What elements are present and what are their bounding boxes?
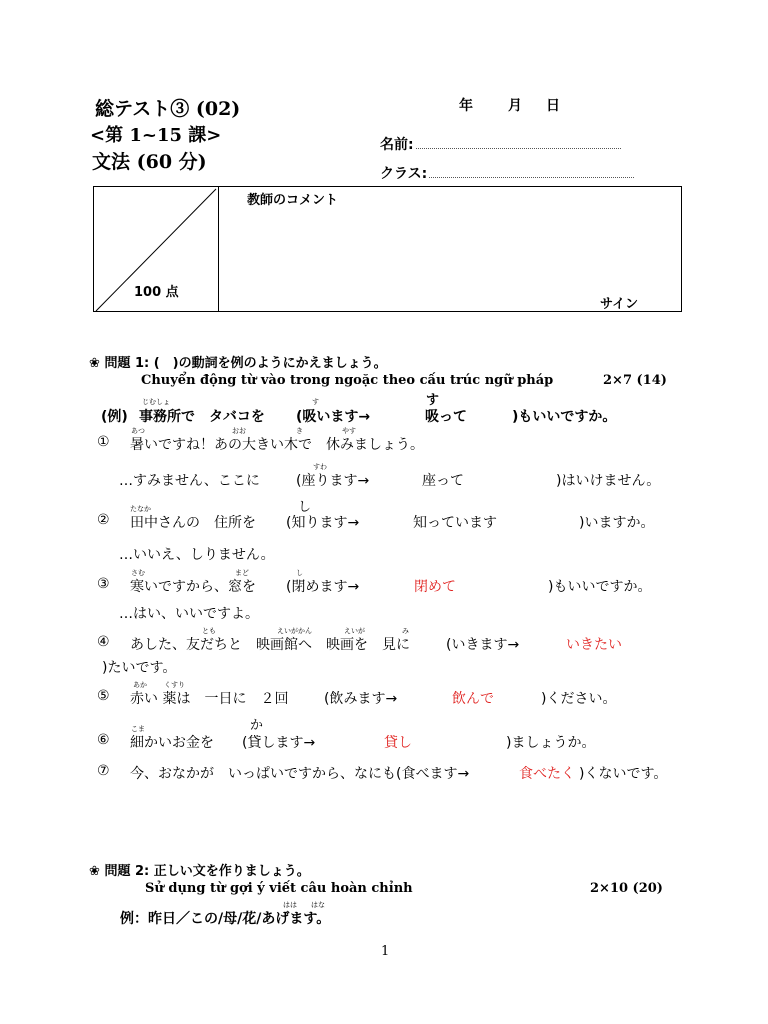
- year-label: 年: [459, 98, 473, 114]
- example-end: )もいいですか。: [512, 409, 617, 425]
- day-label: 日: [546, 98, 560, 114]
- item4-line2: )たいです。: [102, 660, 177, 676]
- item5-line1: 赤い 薬は 一日に ２回: [130, 691, 289, 707]
- example-ruby-su: す: [426, 393, 440, 408]
- item2-number: ②: [97, 512, 110, 528]
- item2-end: )いますか。: [579, 515, 655, 531]
- item4-ruby-2: えいがかん: [277, 627, 312, 635]
- item7-answer[interactable]: 食べたく: [519, 766, 575, 782]
- item4-ruby-4: み: [402, 627, 409, 635]
- section1-score: 2×7 (14): [603, 373, 667, 388]
- name-field[interactable]: [380, 134, 621, 154]
- example-ruby-sui: す: [312, 398, 319, 406]
- score-box: [93, 186, 682, 312]
- item4-verb: (いきます→: [446, 637, 520, 653]
- item3-verb: (閉めます→: [286, 579, 360, 595]
- item6-ruby-koma: こま: [131, 725, 145, 733]
- item7-line1: 今、おなかが いっぱいですから、なにも(食べます→: [130, 766, 470, 782]
- box-divider: [218, 187, 219, 311]
- lesson-range: <第 1~15 課>: [90, 125, 222, 146]
- item1-answer[interactable]: 座って: [422, 473, 464, 489]
- item5-verb: (飲みます→: [324, 691, 398, 707]
- item1-verb: (座ります→: [296, 473, 370, 489]
- teacher-comment-label: 教師のコメント: [247, 193, 339, 208]
- sign-label: サイン: [600, 297, 639, 312]
- item3-ruby-2: まど: [235, 569, 249, 577]
- item1-line1: 暑いですね！あの大きい木で 休みましょう。: [130, 437, 424, 453]
- item1-line2: …すみません、ここに: [119, 473, 260, 489]
- item6-end: )ましょうか。: [506, 735, 596, 751]
- section1-instruction: Chuyển động từ vào trong ngoặc theo cấu trúc ngữ pháp: [141, 373, 554, 388]
- class-label: クラス:: [380, 166, 428, 182]
- section2-heading: [89, 860, 310, 879]
- item7-end: )くないです。: [579, 766, 668, 782]
- item7-number: ⑦: [97, 763, 110, 779]
- item3-answer[interactable]: 閉めて: [414, 579, 456, 595]
- item2-ruby-tanaka: たなか: [130, 505, 151, 513]
- example-ruby-jimusho: じむしょ: [142, 398, 170, 406]
- section2-instruction: Sử dụng từ gợi ý viết câu hoàn chỉnh: [145, 881, 413, 896]
- section2-ruby-hana: はな: [311, 901, 325, 909]
- item5-number: ⑤: [97, 688, 110, 704]
- item2-verb: (知ります→: [286, 515, 360, 531]
- item3-line2: …はい、いいですよ。: [119, 606, 259, 622]
- section1-heading: [89, 352, 387, 371]
- section2-example: 例：昨日／この/母/花/あげます。: [120, 911, 331, 927]
- item5-ruby-1: あか: [133, 681, 147, 689]
- item6-number: ⑥: [97, 732, 110, 748]
- item5-answer[interactable]: 飲んで: [452, 691, 494, 707]
- example-answer: 吸って: [425, 409, 467, 425]
- item1-ruby-2: おお: [232, 427, 246, 435]
- section2-score: 2×10 (20): [590, 881, 663, 896]
- item1-ruby-4: やす: [342, 427, 356, 435]
- item1-line2-ruby: すわ: [313, 463, 327, 471]
- example-verb: (吸います→: [296, 409, 371, 425]
- name-label: 名前:: [380, 137, 414, 153]
- name-blank[interactable]: [416, 136, 621, 149]
- subject-title: 文法 (60 分): [92, 151, 207, 173]
- item2-ruby-shi: し: [298, 500, 312, 515]
- item3-ruby-3: し: [296, 569, 303, 577]
- item1-ruby-3: き: [296, 427, 303, 435]
- item4-number: ④: [97, 634, 110, 650]
- score-points: 100 点: [134, 285, 179, 300]
- item3-line1: 寒いですから、窓を: [130, 579, 256, 595]
- example-text: 事務所で タバコを: [139, 409, 265, 425]
- section2-marker-icon: ❀: [89, 864, 100, 879]
- item4-ruby-3: えいが: [344, 627, 365, 635]
- class-blank[interactable]: [429, 165, 634, 178]
- section2-title: 問題 2: 正しい文を作りましょう。: [104, 864, 310, 879]
- page-number: 1: [381, 944, 390, 959]
- item2-answer[interactable]: 知っています: [413, 515, 497, 531]
- section2-ruby-haha: はは: [283, 901, 297, 909]
- item4-ruby-1: とも: [202, 627, 216, 635]
- item6-line1: 細かいお金を: [130, 735, 214, 751]
- item1-number: ①: [97, 434, 110, 450]
- item1-end: )はいけません。: [556, 473, 661, 489]
- test-title: 総テスト③ (02): [95, 98, 241, 120]
- item4-line1: あした、友だちと 映画館へ 映画を 見に: [130, 637, 410, 653]
- item1-ruby-1: あつ: [131, 427, 145, 435]
- section1-marker-icon: ❀: [89, 356, 100, 371]
- item2-line2: …いいえ、しりません。: [119, 547, 275, 563]
- item6-verb: (貸します→: [242, 735, 316, 751]
- example-label: (例): [101, 409, 128, 425]
- item6-answer[interactable]: 貸し: [384, 735, 412, 751]
- item3-end: )もいいですか。: [548, 579, 652, 595]
- item3-ruby-1: さむ: [131, 569, 145, 577]
- month-label: 月: [508, 98, 522, 114]
- item3-number: ③: [97, 576, 110, 592]
- item4-answer[interactable]: いきたい: [566, 637, 622, 653]
- item2-line1: 田中さんの 住所を: [130, 515, 256, 531]
- section1-title: 問題 1: ( )の動詞を例のようにかえましょう。: [104, 356, 387, 371]
- item5-ruby-2: くすり: [164, 681, 185, 689]
- class-field[interactable]: [380, 163, 634, 183]
- item6-ruby-ka: か: [250, 718, 264, 733]
- item5-end: )ください。: [541, 691, 617, 707]
